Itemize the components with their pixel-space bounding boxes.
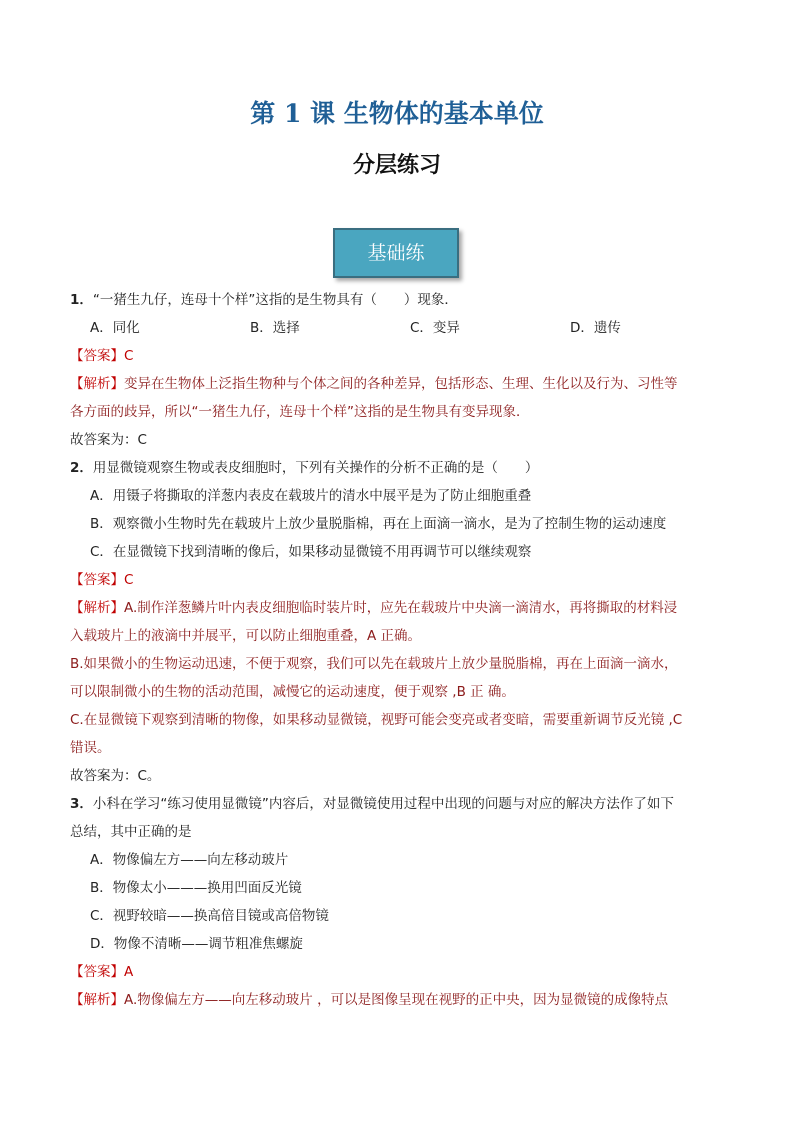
explanation-text-cont: 各方面的歧异，所以“一猪生九仔，连母十个样”这指的是生物具有变异现象． <box>70 404 530 420</box>
question-number: 2． <box>70 460 93 476</box>
answer-tag: 【答案】 <box>70 348 124 364</box>
question-1-stem <box>70 286 730 314</box>
option-b: B．物像太小———换用凹面反光镜 <box>90 880 302 896</box>
explanation-tag: 【解析】 <box>70 992 124 1008</box>
option-a: A．同化 <box>90 320 140 336</box>
explanation-text: A.物像偏左方——向左移动玻片 ，可以是图像呈现在视野的正中央，因为显微镜的成像特点 <box>124 992 669 1008</box>
question-1-final: 故答案为：C <box>70 432 147 448</box>
question-3-answer <box>70 958 730 986</box>
option-c: C．变异 <box>410 320 460 336</box>
question-text: “一猪生九仔，连母十个样”这指的是生物具有（ ）现象． <box>92 292 458 308</box>
option-c: C．视野较暗——换高倍目镜或高倍物镜 <box>90 908 329 924</box>
section-badge: 基础练 <box>333 228 459 278</box>
answer-value: A <box>124 964 134 980</box>
question-1-answer <box>70 342 730 370</box>
option-c: C．在显微镜下找到清晰的像后，如果移动显微镜不用再调节可以继续观察 <box>90 544 532 560</box>
option-b: B．选择 <box>250 320 300 336</box>
explanation-text-b: B.如果微小的生物运动迅速，不便于观察，我们可以先在载玻片上放少量脱脂棉，再在上面滴一滴水， <box>70 656 678 672</box>
explanation-text: 变异在生物体上泛指生物种与个体之间的各种差异，包括形态、生理、生化以及行为、习性等 <box>124 376 678 392</box>
answer-value: C <box>124 572 134 588</box>
explanation-text-b-cont: 可以限制微小的生物的活动范围，减慢它的运动速度，便于观察 ,B 正 确。 <box>70 684 515 700</box>
explanation-text-cont: 入载玻片上的液滴中并展平，可以防止细胞重叠，A 正确。 <box>70 628 422 644</box>
question-list <box>70 286 730 1014</box>
question-2-answer <box>70 566 730 594</box>
option-b: B．观察微小生物时先在载玻片上放少量脱脂棉，再在上面滴一滴水，是为了控制生物的运动速度 <box>90 516 667 532</box>
question-3-explanation <box>70 986 730 1014</box>
question-2-explanation <box>70 594 730 622</box>
question-3-stem-cont: 总结，其中正确的是 <box>70 824 192 840</box>
question-number: 3． <box>70 796 93 812</box>
question-3-stem <box>70 790 730 818</box>
question-text: 用显微镜观察生物或表皮细胞时，下列有关操作的分析不正确的是（ ） <box>92 460 539 476</box>
page-subtitle: 分层练习 <box>352 152 441 178</box>
option-a: A．用镊子将撕取的洋葱内表皮在载玻片的清水中展平是为了防止细胞重叠 <box>90 488 532 504</box>
explanation-text-c: C.在显微镜下观察到清晰的物像，如果移动显微镜，视野可能会变亮或者变暗，需要重新调节反光镜 ,C <box>70 712 683 728</box>
explanation-text: A.制作洋葱鳞片叶内表皮细胞临时装片时，应先在载玻片中央滴一滴清水，再将撕取的材料浸 <box>124 600 678 616</box>
explanation-tag: 【解析】 <box>70 376 124 392</box>
question-1-explanation <box>70 370 730 398</box>
answer-tag: 【答案】 <box>70 964 124 980</box>
answer-value: C <box>124 348 134 364</box>
answer-tag: 【答案】 <box>70 572 124 588</box>
question-text: 小科在学习“练习使用显微镜”内容后，对显微镜使用过程中出现的问题与对应的解决方法作了如下 <box>92 796 674 812</box>
question-1-options <box>70 314 730 342</box>
question-2-final: 故答案为：C。 <box>70 768 161 784</box>
explanation-text-c-cont: 错误。 <box>70 740 111 756</box>
option-d: D．遗传 <box>570 320 621 336</box>
explanation-tag: 【解析】 <box>70 600 124 616</box>
page-title: 第 1 课 生物体的基本单位 <box>250 99 544 128</box>
option-d: D．物像不清晰——调节粗准焦螺旋 <box>90 936 303 952</box>
option-a: A．物像偏左方——向左移动玻片 <box>90 852 289 868</box>
question-number: 1． <box>70 292 93 308</box>
question-2-stem <box>70 454 730 482</box>
